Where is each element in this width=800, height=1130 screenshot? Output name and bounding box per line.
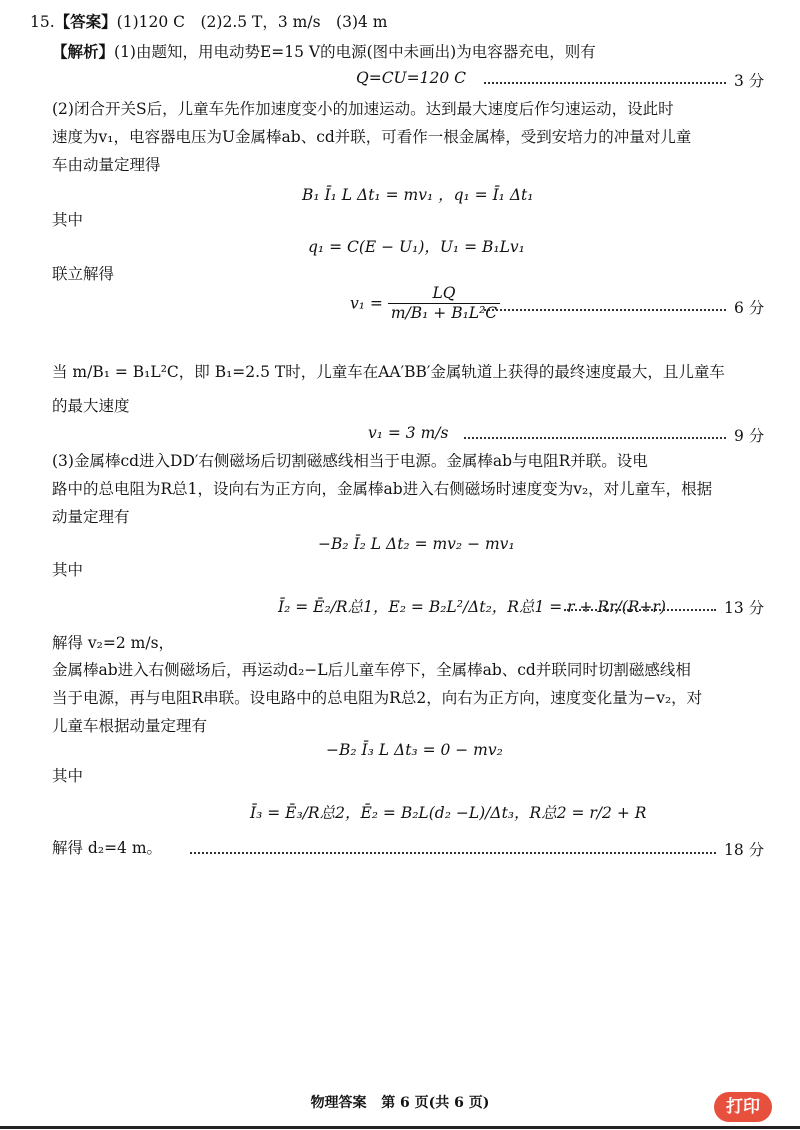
qizhong-3: 其中 [52, 767, 84, 785]
print-button[interactable]: 打印 [714, 1092, 772, 1122]
solution-text-p1: (1)由题知，用电动势E=15 V的电源(图中未画出)为电容器充电，则有 [114, 43, 596, 61]
equation-3: q₁ = C(E − U₁)，U₁ = B₁Lv₁ [308, 238, 525, 256]
score-1: 3 分 [734, 72, 765, 90]
equation-2: B₁ Ī₁ L Δt₁ = mv₁ ，q₁ = Ī₁ Δt₁ [302, 186, 534, 204]
paragraph-4-line-3: 动量定理有 [52, 508, 130, 526]
equation-5: v₁ = 3 m/s [368, 424, 449, 442]
qizhong-2: 其中 [52, 561, 84, 579]
answer-line [30, 12, 387, 32]
page-footer [0, 1093, 800, 1113]
score-3: 9 分 [734, 427, 765, 445]
result-d2: 解得 d₂=4 m。 [52, 839, 163, 857]
score-2: 6 分 [734, 299, 765, 317]
equation-8: −B₂ Ī₃ L Δt₃ = 0 − mv₂ [326, 741, 503, 759]
eq4-numerator: LQ [388, 284, 500, 304]
lianli-label: 联立解得 [52, 265, 115, 283]
equation-9: Ī₃ = Ē₃/R总2，Ē₂ = B₂L(d₂ −L)/Δt₃，R总2 = r/2 + R [250, 804, 647, 822]
paragraph-4-line-1: (3)金属棒cd进入DD′右侧磁场后切割磁感线相当于电源。金属棒ab与电阻R并联。设电 [52, 452, 648, 470]
equation-1: Q=CU=120 C [356, 69, 466, 87]
score-4: 13 分 [724, 599, 765, 617]
paragraph-3-line-1: 当 m/B₁ = B₁L²C，即 B₁=2.5 T时，儿童车在AA′BB′金属轨道上获得的最终速度最大，且儿童车 [52, 363, 725, 381]
paragraph-5-line-2: 当于电源，再与电阻R串联。设电路中的总电阻为R总2，向右为正方向，速度变化量为−v₂，对 [52, 689, 703, 707]
leader-dots [190, 852, 716, 854]
paragraph-4-line-2: 路中的总电阻为R总1，设向右为正方向，金属棒ab进入右侧磁场时速度变为v₂，对儿童车，根据 [52, 480, 713, 498]
footer-subject: 物理答案 [310, 1095, 367, 1111]
leader-dots [464, 437, 726, 439]
answer-tag: 【答案】 [54, 12, 117, 31]
paragraph-3-line-2: 的最大速度 [52, 397, 130, 415]
paragraph-2-line-1: (2)闭合开关S后，儿童车先作加速度变小的加速运动。达到最大速度后作匀速运动，设此时 [52, 100, 674, 118]
leader-dots [484, 309, 726, 311]
leader-dots [564, 609, 716, 611]
equation-6: −B₂ Ī₂ L Δt₂ = mv₂ − mv₁ [318, 535, 515, 553]
paragraph-2-line-2: 速度为v₁，电容器电压为U金属棒ab、cd并联，可看作一根金属棒，受到安培力的冲量对儿童 [52, 128, 692, 146]
equation-4 [350, 284, 500, 323]
footer-page: 第 6 页(共 6 页) [381, 1095, 490, 1111]
eq4-lhs: v₁ = [350, 294, 383, 313]
answer-text: (1)120 C (2)2.5 T，3 m/s (3)4 m [116, 13, 388, 31]
paragraph-5-line-1: 金属棒ab进入右侧磁场后，再运动d₂−L后儿童车停下，全属棒ab、cd并联同时切割磁感线相 [52, 661, 691, 679]
solution-tag: 【解析】 [52, 42, 115, 61]
eq4-denominator: m/B₁ + B₁L²C [390, 304, 498, 322]
qizhong-1: 其中 [52, 211, 84, 229]
eq4-fraction [388, 284, 500, 323]
equation-7: Ī₂ = Ē₂/R总1，E₂ = B₂L²/Δt₂，R总1 = r + Rr/(R+r) [278, 598, 666, 616]
question-number: 15. [30, 13, 55, 31]
leader-dots [484, 82, 726, 84]
paragraph-5-line-3: 儿童车根据动量定理有 [52, 717, 208, 735]
paragraph-2-line-3: 车由动量定理得 [52, 156, 161, 174]
score-5: 18 分 [724, 841, 765, 859]
bottom-divider [0, 1126, 800, 1129]
solution-line-1 [52, 42, 596, 62]
result-v2: 解得 v₂=2 m/s， [52, 634, 175, 652]
